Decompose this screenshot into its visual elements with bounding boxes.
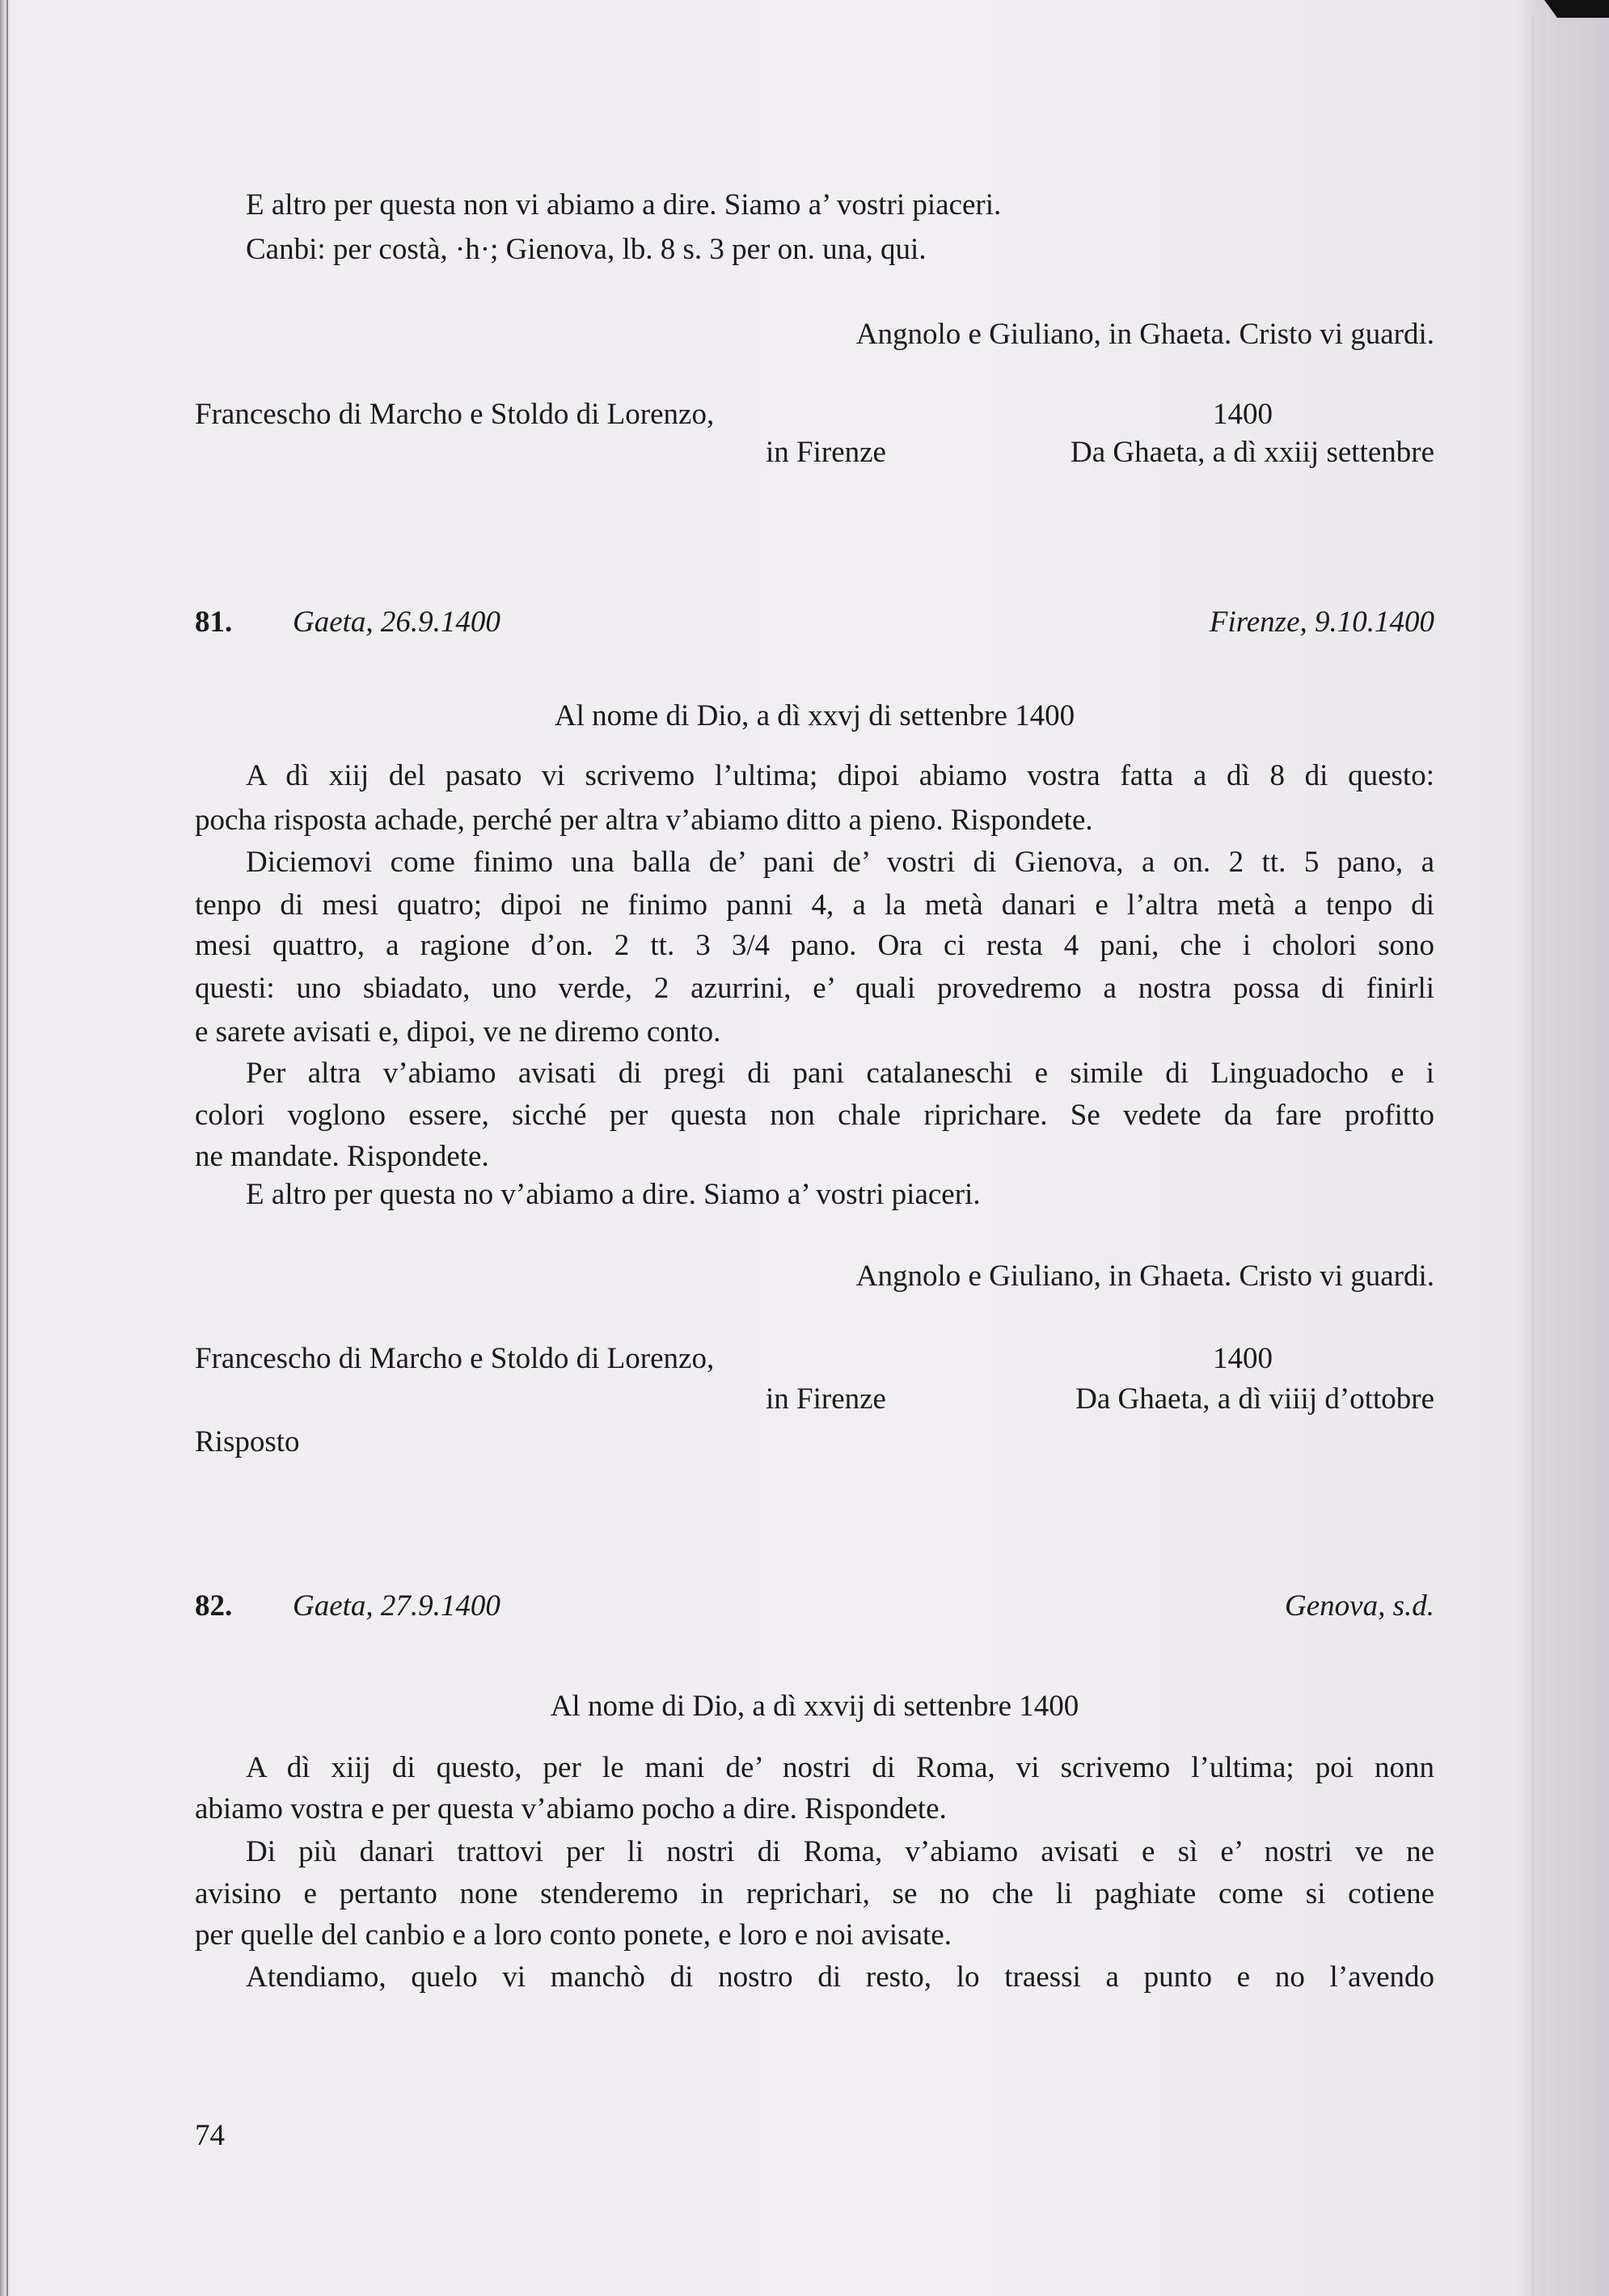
body-line: abiamo vostra e per questa v’abiamo pocho a dire. Rispondete. <box>195 1792 947 1825</box>
body-line: Canbi: per costà, ·h·; Gienova, lb. 8 s. 3 per on. una, qui. <box>246 233 927 266</box>
year: 1400 <box>1213 1342 1273 1375</box>
letter-origin: Gaeta, 27.9.1400 <box>293 1589 500 1623</box>
body-line: colori voglono essere, sicché per questa non chale riprichare. Se vedete da fare profitto <box>195 1099 1434 1132</box>
body-line: per quelle del canbio e a loro conto ponete, e loro e noi avisate. <box>195 1918 952 1952</box>
body-line: E altro per questa no v’abiamo a dire. Siamo a’ vostri piaceri. <box>246 1178 981 1211</box>
page-edge <box>6 0 8 2296</box>
body-line: Per altra v’abiamo avisati di pregi di pani catalaneschi e simile di Linguadocho e i <box>246 1057 1434 1090</box>
reply-note: Risposto <box>195 1425 300 1458</box>
year: 1400 <box>1213 398 1273 431</box>
body-line: Diciemovi come finimo una balla de’ pani de’ vostri di Gienova, a on. 2 tt. 5 pano, a <box>246 846 1434 879</box>
body-line: avisino e pertanto none stenderemo in reprichari, se no che li paghiate come si cotiene <box>195 1877 1434 1910</box>
signature: Angnolo e Giuliano, in Ghaeta. Cristo vi guardi. <box>855 318 1434 351</box>
letter-number: 82. <box>195 1589 233 1623</box>
letter-destination: Genova, s.d. <box>1285 1589 1434 1623</box>
body-line: Atendiamo, quelo vi manchò di nostro di resto, lo traessi a punto e no l’avendo <box>246 1960 1434 1994</box>
body-line: Di più danari trattovi per li nostri di Roma, v’abiamo avisati e sì e’ nostri ve ne <box>246 1835 1434 1868</box>
place: in Firenze <box>766 436 886 469</box>
page-number: 74 <box>195 2119 225 2152</box>
body-line: E altro per questa non vi abiamo a dire. Siamo a’ vostri piaceri. <box>246 188 1002 222</box>
body-line: A dì xiij del pasato vi scrivemo l’ultima; dipoi abiamo vostra fatta a dì 8 di questo: <box>246 759 1434 792</box>
addressee: Francescho di Marcho e Stoldo di Lorenzo, <box>195 1342 715 1375</box>
body-line: A dì xiij di questo, per le mani de’ nostri di Roma, vi scrivemo l’ultima; poi nonn <box>246 1751 1434 1784</box>
body-line: mesi quattro, a ragione d’on. 2 tt. 3 3/4 pano. Ora ci resta 4 pani, che i cholori sono <box>195 929 1434 962</box>
body-line: ne mandate. Rispondete. <box>195 1140 489 1173</box>
body-line: pocha risposta achade, perché per altra v’abiamo ditto a pieno. Rispondete. <box>195 804 1093 837</box>
page-gutter-fold <box>1532 16 1534 2296</box>
letter-number: 81. <box>195 606 233 639</box>
date-line: Da Ghaeta, a dì viiij d’ottobre <box>1075 1382 1434 1416</box>
letter-heading: Al nome di Dio, a dì xxvij di settenbre 1400 <box>550 1690 1079 1723</box>
place: in Firenze <box>766 1382 886 1416</box>
date-line: Da Ghaeta, a dì xxiij settenbre <box>1071 436 1434 469</box>
letter-origin: Gaeta, 26.9.1400 <box>293 606 500 639</box>
scan-corner-shadow <box>1544 0 1609 18</box>
body-line: questi: uno sbiadato, uno verde, 2 azurrini, e’ quali provedremo a nostra possa di finirli <box>195 972 1434 1005</box>
body-line: e sarete avisati e, dipoi, ve ne diremo conto. <box>195 1015 721 1049</box>
letter-destination: Firenze, 9.10.1400 <box>1209 606 1434 639</box>
signature: Angnolo e Giuliano, in Ghaeta. Cristo vi guardi. <box>855 1260 1434 1293</box>
body-line: tenpo di mesi quatro; dipoi ne finimo panni 4, a la metà danari e l’altra metà a tenpo di <box>195 888 1434 922</box>
letter-heading: Al nome di Dio, a dì xxvj di settenbre 1400 <box>554 699 1075 732</box>
addressee: Francescho di Marcho e Stoldo di Lorenzo, <box>195 398 715 431</box>
